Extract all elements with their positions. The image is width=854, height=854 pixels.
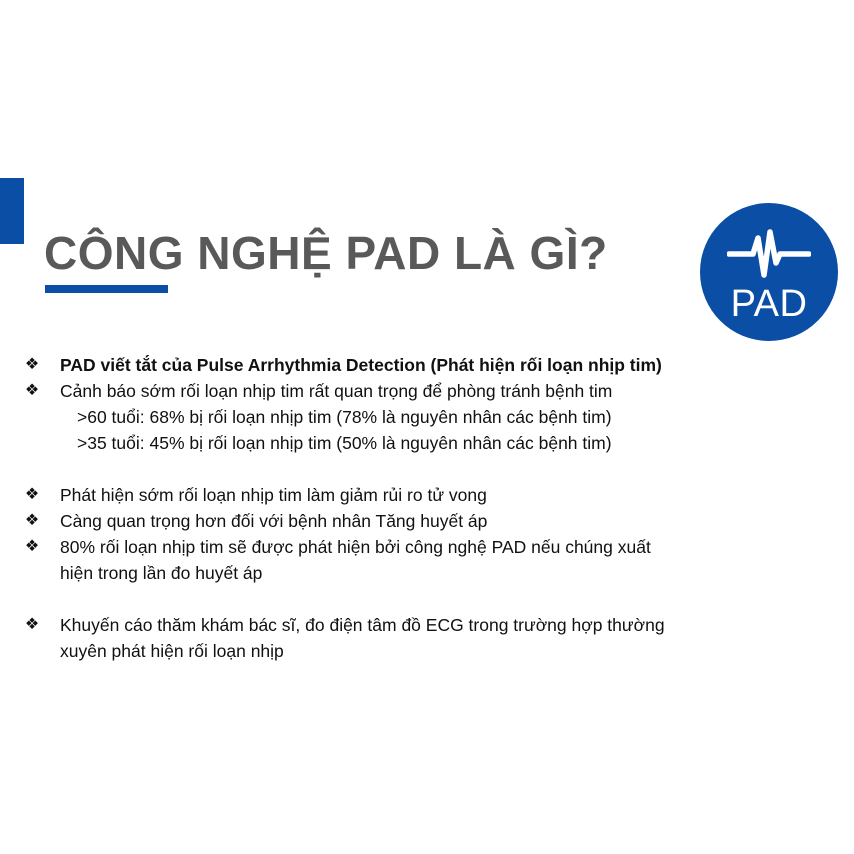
diamond-bullet-icon: ❖ — [24, 486, 40, 503]
logo-text: PAD — [730, 283, 808, 325]
diamond-bullet-icon: ❖ — [24, 538, 40, 555]
list-item — [22, 482, 665, 508]
pad-logo — [700, 203, 838, 341]
sub-item: >35 tuổi: 45% bị rối loạn nhịp tim (50% là nguyên nhân các bệnh tim) — [77, 433, 612, 453]
bullet-text-continued: hiện trong lần đo huyết áp — [60, 563, 263, 583]
diamond-bullet-icon: ❖ — [24, 512, 40, 529]
list-item — [22, 612, 665, 664]
bullet-list — [22, 352, 665, 664]
list-item — [22, 378, 665, 456]
list-item — [22, 534, 665, 586]
page-title: CÔNG NGHỆ PAD LÀ GÌ? — [44, 227, 608, 279]
spacer — [22, 586, 665, 612]
bullet-text: 80% rối loạn nhịp tim sẽ được phát hiện bởi công nghệ PAD nếu chúng xuất — [60, 537, 651, 557]
bullet-text: PAD viết tắt của Pulse Arrhythmia Detection (Phát hiện rối loạn nhịp tim) — [60, 355, 662, 375]
spacer — [22, 456, 665, 482]
title-underline — [45, 285, 168, 293]
diamond-bullet-icon: ❖ — [24, 356, 40, 373]
list-item — [22, 352, 665, 378]
list-item — [22, 508, 665, 534]
bullet-text: Cảnh báo sớm rối loạn nhịp tim rất quan trọng để phòng tránh bệnh tim — [60, 381, 613, 401]
bullet-text: Càng quan trọng hơn đối với bệnh nhân Tăng huyết áp — [60, 511, 488, 531]
heartbeat-icon — [727, 229, 811, 279]
sub-item: >60 tuổi: 68% bị rối loạn nhịp tim (78% là nguyên nhân các bệnh tim) — [77, 407, 612, 427]
diamond-bullet-icon: ❖ — [24, 616, 40, 633]
bullet-text-continued: xuyên phát hiện rối loạn nhịp — [60, 641, 284, 661]
accent-bar — [0, 178, 24, 244]
bullet-text: Phát hiện sớm rối loạn nhịp tim làm giảm rủi ro tử vong — [60, 485, 487, 505]
bullet-text: Khuyến cáo thăm khám bác sĩ, đo điện tâm đồ ECG trong trường hợp thường — [60, 615, 665, 635]
diamond-bullet-icon: ❖ — [24, 382, 40, 399]
